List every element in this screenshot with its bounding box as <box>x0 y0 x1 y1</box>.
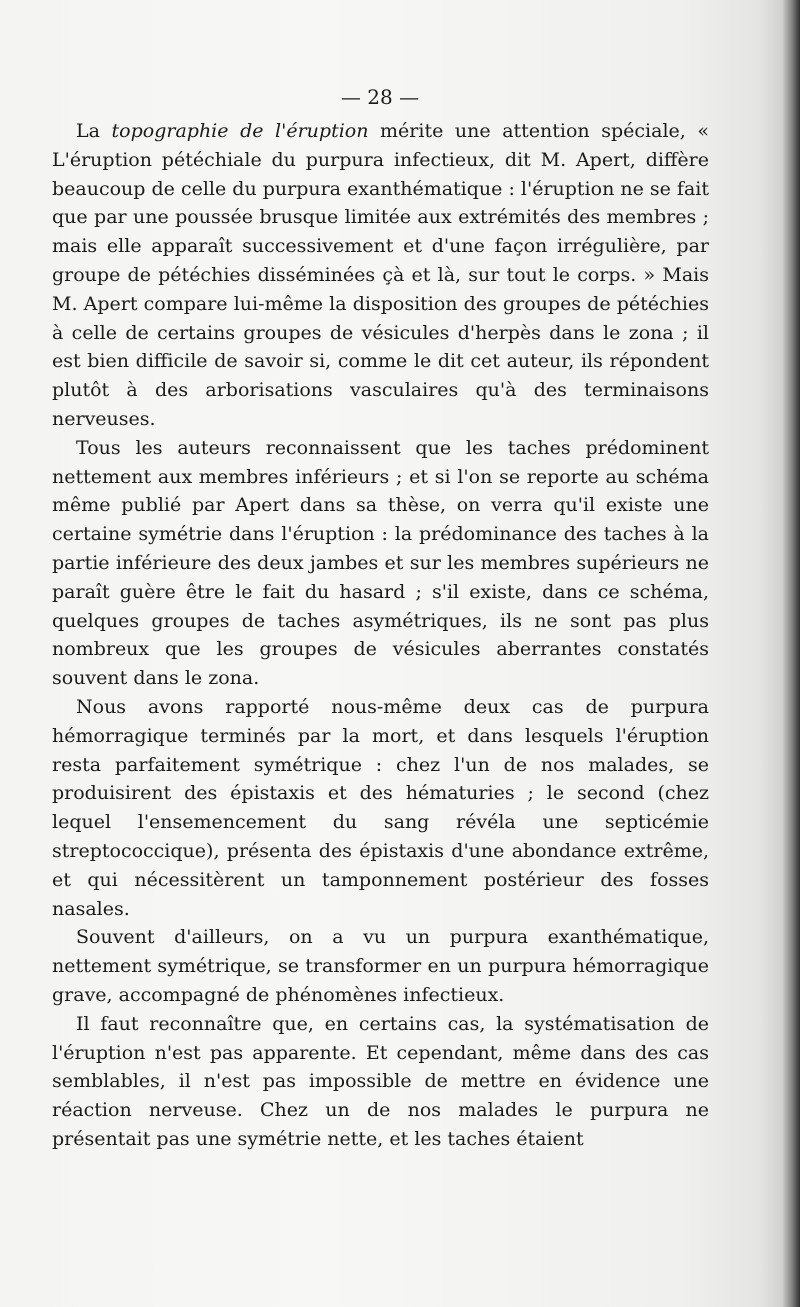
paragraph-1-intro: La <box>76 120 112 142</box>
paragraph-5: Il faut reconnaître que, en certains cas, la systématisation de l'éruption n'est pas apparente. Et cependant, même dans des cas semblables, il n'est pas impossible de mettre en évidence une réaction nerveuse. Chez un de nos malades le purpura ne présentait pas une symétrie nette, et les taches étaient <box>52 1012 709 1150</box>
paragraph-1 <box>52 117 709 434</box>
paragraph-1-text: mérite une attention spéciale, « L'éruption pétéchiale du purpura infectieux, dit M. Apert, diffère beaucoup de celle du purpura exanthématique : l'éruption ne se fait que par une poussée brusque limitée aux extrémités des membres ; mais elle apparaît successivement et d'une façon irrégulière, par groupe de pétéchies disséminées çà et là, sur tout le corps. » Mais M. Apert compare lui-même la disposition des groupes de pétéchies à celle de certains groupes de vésicules d'herpès dans le zona ; il est bien difficile de savoir si, comme le dit cet auteur, ils répondent plutôt à des arborisations vasculaires qu'à des terminaisons nerveuses. <box>52 120 710 430</box>
paragraph-4: Souvent d'ailleurs, on a vu un purpura exanthématique, nettement symétrique, se transformer en un purpura hémorragique grave, accompagné de phénomènes infectieux. <box>52 926 709 1006</box>
page-number: — 28 — <box>340 85 420 109</box>
body-text <box>52 117 709 1154</box>
emphasis-topographie: topographie de l'éruption <box>111 120 369 142</box>
binding-shadow <box>782 0 800 1307</box>
paragraph-2: Tous les auteurs reconnaissent que les taches prédominent nettement aux membres inférieurs ; et si l'on se reporte au schéma même publié par Apert dans sa thèse, on verra qu'il existe une certaine symétrie dans l'éruption : la prédominance des taches à la partie inférieure des deux jambes et sur les membres supérieurs ne paraît guère être le fait du hasard ; s'il existe, dans ce schéma, quelques groupes de taches asymétriques, ils ne sont pas plus nombreux que les groupes de vésicules aberrantes constatés souvent dans le zona. <box>52 436 709 690</box>
paragraph-3: Nous avons rapporté nous-même deux cas de purpura hémorragique terminés par la mort, et dans lesquels l'éruption resta parfaitement symétrique : chez l'un de nos malades, se produisirent des épistaxis et des hématuries ; le second (chez lequel l'ensemencement du sang révéla une septicémie streptococcique), présenta des épistaxis d'une abondance extrême, et qui nécessitèrent un tamponnement postérieur des fosses nasales. <box>52 695 709 920</box>
